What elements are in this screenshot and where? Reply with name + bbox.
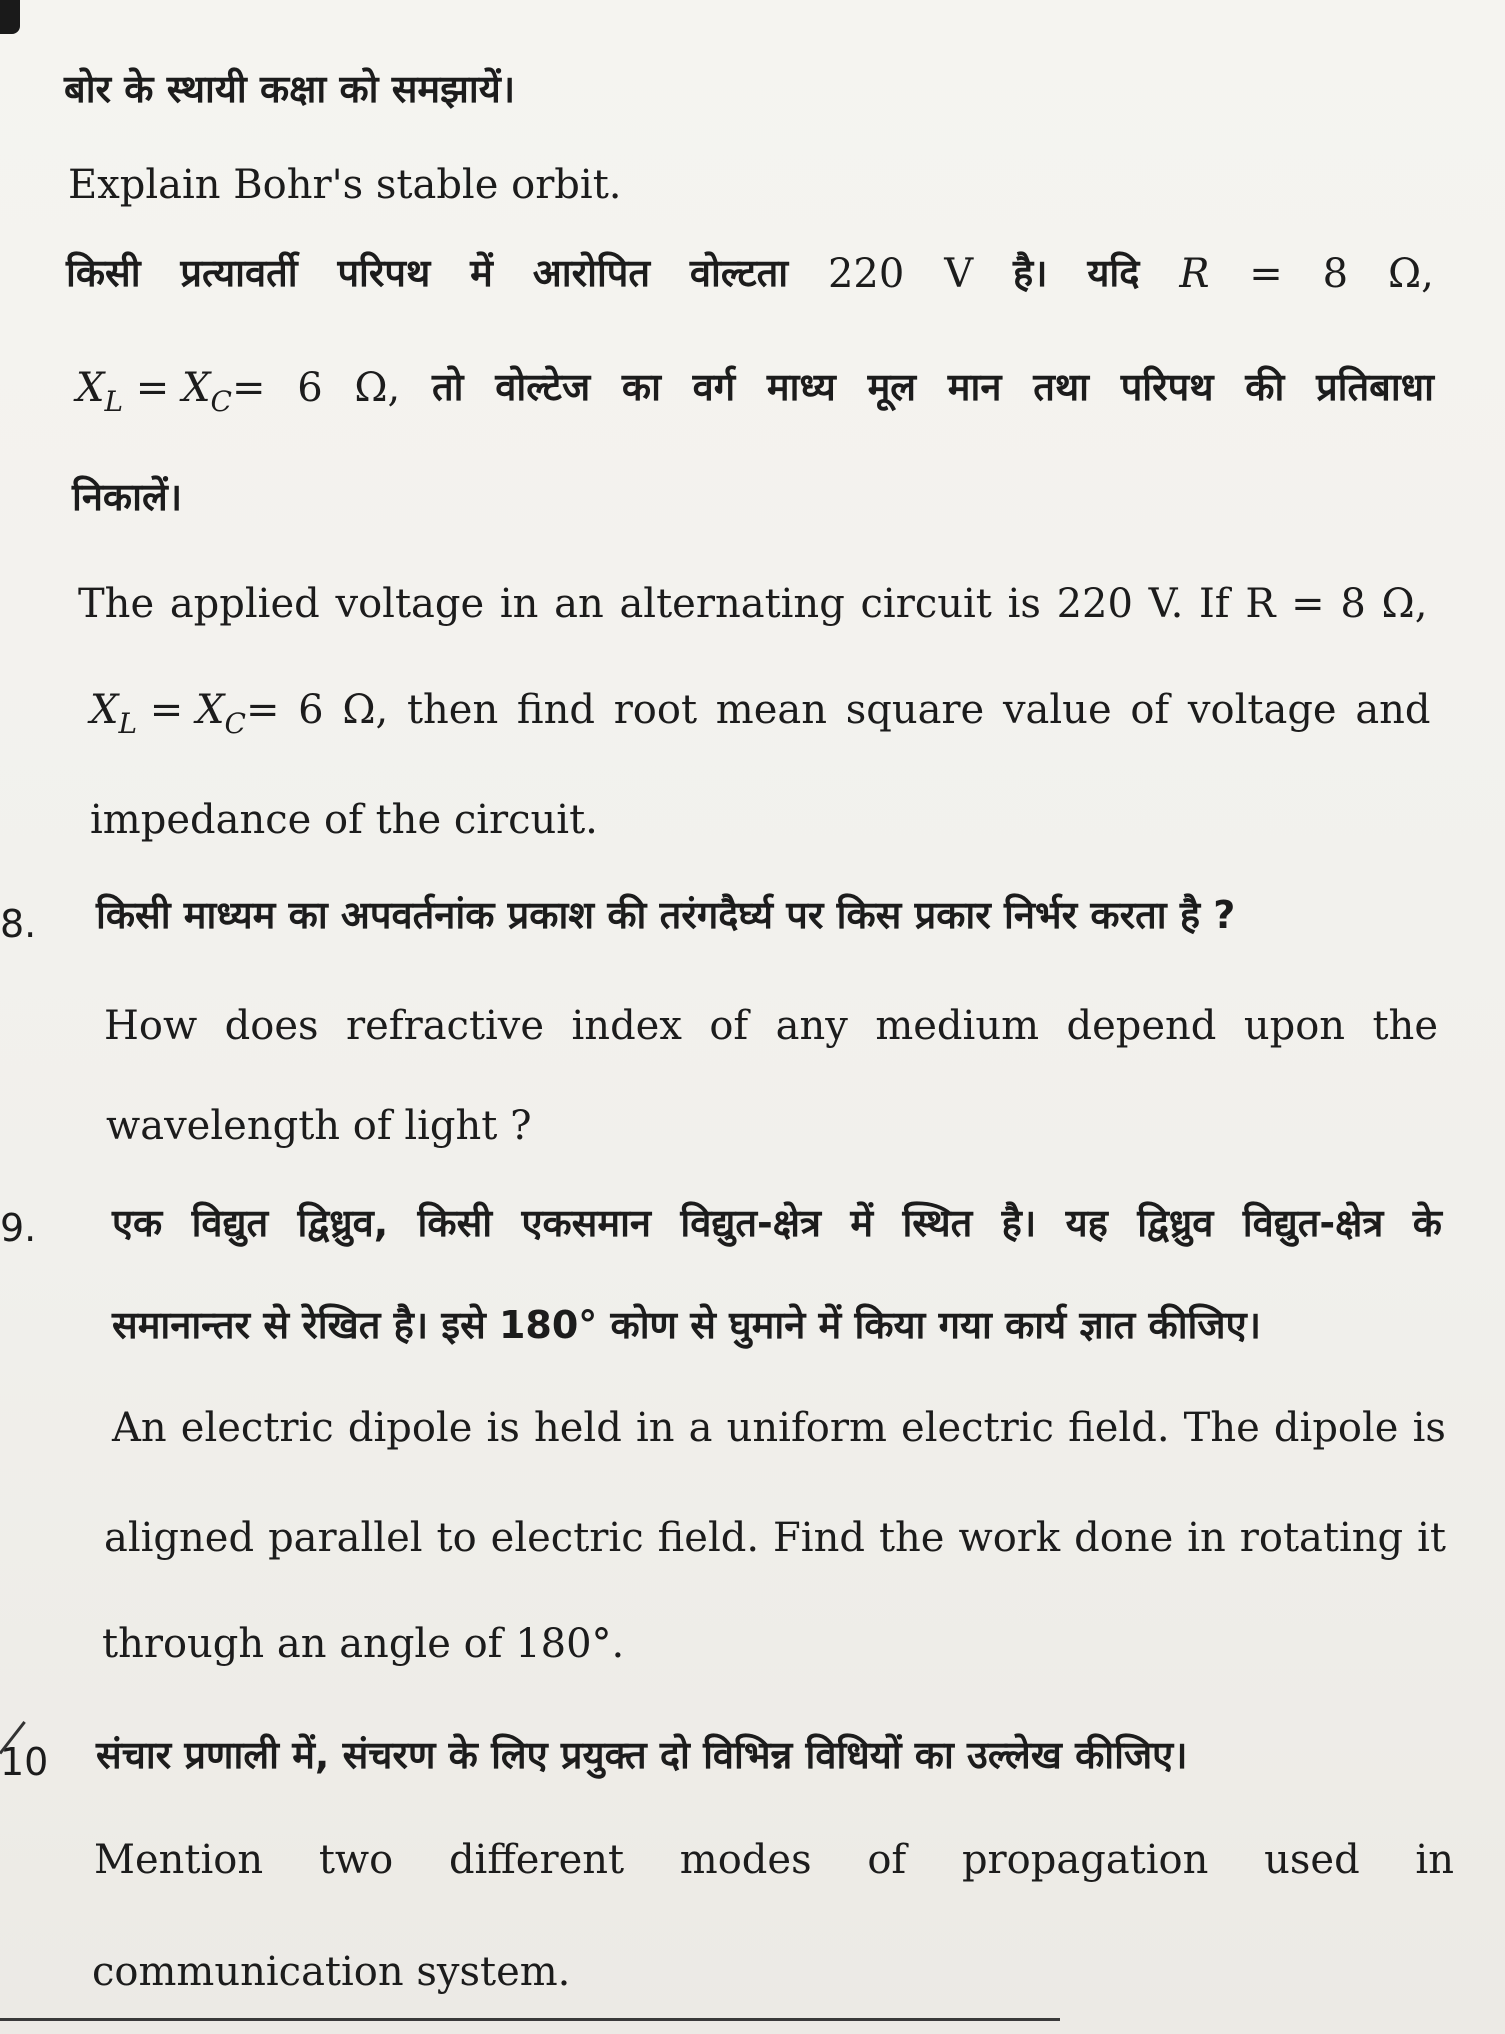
q10-english-line-2: communication system.: [92, 1949, 571, 1995]
word: dipole: [347, 1405, 473, 1451]
word: है।: [1012, 251, 1048, 295]
word: तथा: [1033, 365, 1089, 409]
word: Mention: [94, 1837, 264, 1883]
word: माध्य: [766, 365, 836, 409]
word: विद्युत-क्षेत्र: [680, 1201, 821, 1245]
word: medium: [875, 1003, 1040, 1049]
word: =: [1249, 251, 1283, 297]
word: uniform: [726, 1405, 887, 1451]
word: 6: [297, 365, 323, 411]
word: किसी: [417, 1201, 493, 1245]
word: V: [944, 251, 974, 297]
word: की: [1245, 365, 1285, 409]
q10-english-line-1: [94, 1837, 1454, 1883]
word: work: [958, 1515, 1061, 1561]
word: of: [709, 1003, 749, 1049]
q8-english-line-2: wavelength of light ?: [106, 1103, 532, 1149]
word: में: [850, 1201, 874, 1245]
q8-hindi-text: किसी माध्यम का अपवर्तनांक प्रकाश की तरंगदैर्घ्य पर किस प्रकार निर्भर करता है ?: [96, 893, 1236, 937]
word: का: [621, 365, 661, 409]
q7-hindi-text: बोर के स्थायी कक्षा को समझायें।: [64, 67, 516, 111]
ac-hindi-line-2: [76, 365, 1434, 418]
q7-english-text: Explain Bohr's stable orbit.: [68, 162, 622, 208]
word: Ω,: [354, 365, 401, 411]
word: विद्युत: [191, 1201, 269, 1245]
word: is: [486, 1405, 520, 1451]
word: प्रतिबाधा: [1316, 365, 1434, 409]
word: any: [775, 1003, 848, 1049]
word: मूल: [867, 365, 917, 409]
word: field.: [1068, 1405, 1170, 1451]
q10-hindi-text: संचार प्रणाली में, संचरण के लिए प्रयुक्त दो विभिन्न विधियों का उल्लेख कीजिए।: [96, 1733, 1188, 1777]
reactance-expression: $X_L = X_C=$: [76, 365, 266, 418]
q9-english-line-3: through an angle of 180°.: [102, 1621, 625, 1667]
word: है।: [1001, 1201, 1037, 1245]
q9-hindi-line-1: [112, 1201, 1442, 1245]
word: index: [571, 1003, 682, 1049]
q8-english-line-1: [104, 1003, 1438, 1049]
word: it: [1417, 1515, 1446, 1561]
word: वोल्टता: [689, 251, 789, 295]
word: done: [1074, 1515, 1174, 1561]
word: does: [224, 1003, 319, 1049]
q8-number: 8.: [0, 902, 37, 946]
word: the: [1372, 1003, 1438, 1049]
word: of: [867, 1837, 907, 1883]
word: 8: [1322, 251, 1349, 297]
ac-english-line-1: The applied voltage in an alternating circuit is 220 V. If R = 8 Ω,: [78, 581, 1428, 627]
word: refractive: [345, 1003, 545, 1049]
word: The: [1183, 1405, 1260, 1451]
word: in: [1187, 1515, 1226, 1561]
q10-number: 10: [0, 1740, 49, 1784]
word: An: [112, 1405, 167, 1451]
ac-english-line-3: impedance of the circuit.: [90, 797, 598, 843]
word: held: [533, 1405, 622, 1451]
word: एकसमान: [521, 1201, 652, 1245]
word: द्विध्रुव: [1137, 1201, 1214, 1245]
word: parallel: [268, 1515, 423, 1561]
word: aligned: [104, 1515, 255, 1561]
word: rotating: [1239, 1515, 1404, 1561]
word: Ω,: [1387, 251, 1434, 297]
word: is: [1412, 1405, 1446, 1451]
q9-hindi-line-2: समानान्तर से रेखित है। इसे 180° कोण से घुमाने में किया गया कार्य ज्ञात कीजिए।: [112, 1303, 1261, 1347]
word: प्रत्यावर्ती: [180, 251, 298, 295]
word: तो: [432, 365, 464, 409]
word: in: [1415, 1837, 1454, 1883]
word: विद्युत-क्षेत्र: [1242, 1201, 1384, 1245]
word: एक: [112, 1201, 163, 1245]
word: electric: [901, 1405, 1054, 1451]
word: किसी: [66, 251, 141, 295]
word: यदि: [1087, 251, 1140, 295]
word: dipole: [1273, 1405, 1399, 1451]
q9-english-line-2: [104, 1515, 1446, 1561]
word: used: [1264, 1837, 1360, 1883]
bottom-rule: [0, 2018, 1060, 2021]
q9-number: 9.: [0, 1206, 37, 1250]
word: परिपथ: [1120, 365, 1214, 409]
word: two: [318, 1837, 394, 1883]
word: to: [436, 1515, 477, 1561]
word: electric: [490, 1515, 644, 1561]
word: the: [878, 1515, 945, 1561]
corner-mark: [0, 0, 20, 34]
word: आरोपित: [532, 251, 651, 295]
ac-hindi-line-3: निकालें।: [72, 475, 183, 519]
word: परिपथ: [337, 251, 431, 295]
word: द्विध्रुव,: [297, 1201, 389, 1245]
q9-english-line-1: [112, 1405, 1446, 1451]
word: वर्ग: [692, 365, 736, 409]
word: मान: [947, 365, 1002, 409]
word: Find: [773, 1515, 865, 1561]
ac-english-line-2: $X_L = X_C= 6$ Ω, then find root mean square value of voltage and: [90, 687, 1431, 740]
word: के: [1412, 1201, 1442, 1245]
word: How: [104, 1003, 198, 1049]
word: स्थित: [902, 1201, 973, 1245]
variable-R: R: [1179, 251, 1210, 297]
word: depend: [1066, 1003, 1217, 1049]
word: में: [470, 251, 493, 295]
word: a: [688, 1405, 713, 1451]
word: electric: [180, 1405, 334, 1451]
word: वोल्टेज: [495, 365, 591, 409]
word: 220: [827, 251, 905, 297]
word: field.: [657, 1515, 760, 1561]
word: different: [448, 1837, 625, 1883]
word: in: [635, 1405, 675, 1451]
ac-hindi-line-1: [66, 251, 1434, 297]
word: upon: [1243, 1003, 1346, 1049]
word: propagation: [961, 1837, 1209, 1883]
word: modes: [679, 1837, 812, 1883]
word: यह: [1065, 1201, 1108, 1245]
